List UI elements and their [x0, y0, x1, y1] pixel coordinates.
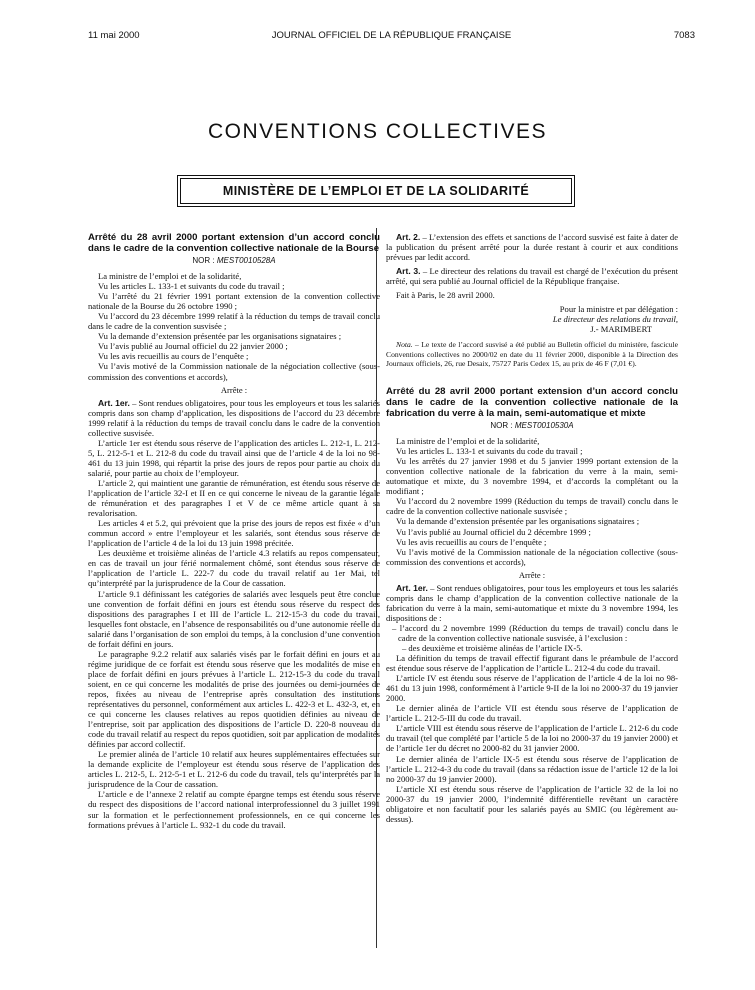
visa-line: Vu les avis recueillis au cours de l’enquête ;	[98, 351, 249, 362]
visa-line: Vu la demande d’extension présentée par les organisations signataires ;	[396, 516, 640, 527]
visa-line: Vu les articles L. 133-1 et suivants du code du travail ;	[396, 446, 583, 457]
visa-line: Vu l’avis publié au Journal officiel du 22 janvier 2000 ;	[98, 341, 288, 352]
header-date: 11 mai 2000	[88, 30, 140, 41]
nor-label: NOR :	[192, 256, 215, 265]
page-header	[88, 30, 695, 44]
article-paragraph: L’article IV est étendu sous réserve de l’application de l’article 4 de la loi no 98-461 du 13 juin 1998, conformément à l’article 9-II de la loi no 2000-37 du 19 janvier 2000.	[386, 673, 678, 704]
article-paragraph: L’article 2, qui maintient une garantie de rémunération, est étendu sous réserve de l’application de l’article 32-I et II en ce qui concerne le niveau de la garantie légale de rémunération et des paragraphes I et V de ce même article quant à sa revalorisation.	[88, 477, 380, 519]
signature-name: J.- MARIMBERT	[590, 324, 652, 335]
article-paragraph: Art. 3. – Le directeur des relations du travail est chargé de l’exécution du présent arrêté, qui sera publié au Journal officiel de la République française.	[386, 266, 678, 287]
nor-code: MEST0010530A	[514, 421, 574, 431]
article-paragraph: L’article 9.1 définissant les catégories de salariés avec lesquels peut être conclue une convention de forfait défini en jours est étendu sous réserve du respect des dispositions des paragraphes I et III de l’article L. 212-15-3 du code du travail, lesquelles font obstacle, en l’absence de responsabilités ou d’une autonomie réelle du salarié dans l’organisation de son emploi du temps, à la conclusion d’une convention de forfait défini en jours.	[88, 588, 380, 649]
article-paragraph: Art. 1er. – Sont rendues obligatoires, pour tous les employeurs et tous les salariés compris dans le champ d’application de la convention collective nationale de la fabrication du verre à la main, semi-automatique et mixte du 3 novembre 1994, les dispositions de :	[386, 582, 678, 623]
list-item: – l’accord du 2 novembre 1999 (Réduction du temps de travail) conclu dans le cadre de la convention collective nationale susvisée, à l’exclusion :	[392, 622, 678, 643]
article-paragraph: Art. 2. – L’extension des effets et sanctions de l’accord susvisé est faite à dater de la publication du présent arrêté pour la durée restant à courir et aux conditions prévues par ledit accord.	[386, 232, 678, 263]
visa-line: Vu l’avis publié au Journal officiel du 2 décembre 1999 ;	[396, 526, 591, 537]
nota-label: Nota.	[396, 340, 413, 350]
article-paragraph: L’article XI est étendu sous réserve de l’application de l’article 32 de la loi no 2000-37 du 19 janvier 2000, l’indemnité différentielle revêtant un caractère obligatoire et non facultatif pour les salariés payés au SMIC (ou légèrement au-dessus).	[386, 783, 678, 824]
right-column	[386, 232, 678, 824]
article-paragraph: Art. 1er. – Sont rendues obligatoires, pour tous les employeurs et tous les salariés compris dans son champ d’application, les dispositions de l’accord du 23 décembre 1999 relatif à la réduction du temps de travail conclu dans le cadre de la convention collective susvisée.	[88, 397, 380, 438]
visa-line: Vu l’arrêté du 21 février 1991 portant extension de la convention collective nationale de la Bourse du 26 octobre 1990 ;	[88, 291, 380, 312]
article-paragraph: L’article e de l’annexe 2 relatif au compte épargne temps est étendu sous réserve du respect des dispositions de l’accord national interprofessionnel du 3 juillet 1991 sur la formation et le perfectionnement professionnels, en ce qui concerne les formations prévues à l’article L. 932-1 du code du travail.	[88, 789, 380, 830]
signature-role: Le directeur des relations du travail,	[552, 314, 678, 325]
visa-line: Vu l’avis motivé de la Commission nationale de la négociation collective (sous-commission des conventions et accords),	[88, 361, 380, 382]
decree-title: Arrêté du 28 avril 2000 portant extension d’un accord conclu dans le cadre de la convention collective nationale de la fabrication du verre à la main, semi-automatique et mixte	[386, 386, 678, 420]
article-paragraph: Les deuxième et troisième alinéas de l’article 4.3 relatifs au repos compensateur, en cas de travail un jour férié normalement chômé, sont étendus sous réserve de l’application de l’article L. 222-7 du code du travail relatif au 1er Mai, tel qu’interprété par la jurisprudence de la Cour de cassation.	[88, 548, 380, 589]
article-paragraph: La définition du temps de travail effectif figurant dans le préambule de l’accord est étendue sous réserve de l’application de l’article L. 212-4 du code du travail.	[386, 653, 678, 674]
article-label: Art. 3.	[396, 266, 421, 277]
signature-date: Fait à Paris, le 28 avril 2000.	[396, 290, 495, 301]
article-paragraph: Le dernier alinéa de l’article VII est étendu sous réserve de l’application de l’article L. 212-5-III du code du travail.	[386, 703, 678, 724]
visa-line: La ministre de l’emploi et de la solidarité,	[98, 271, 242, 282]
list-item: – des deuxième et troisième alinéas de l’article IX-5.	[402, 643, 583, 654]
arrete-heading: Arrête :	[518, 569, 546, 580]
article-label: Art. 2.	[396, 232, 421, 242]
nor-reference	[386, 421, 678, 431]
visa-line: Vu la demande d’extension présentée par les organisations signataires ;	[98, 331, 342, 342]
nor-reference	[88, 256, 380, 266]
signature-delegation: Pour la ministre et par délégation :	[559, 304, 678, 315]
arrete-heading: Arrête :	[220, 384, 248, 395]
article-paragraph: L’article VIII est étendu sous réserve de l’application de l’article L. 212-6 du code du travail (tel que complété par l’article 5 de la loi no 2000-37 du 19 janvier 2000) et de l’article 1er du décret no 2000-82 du 31 janvier 2000.	[386, 723, 678, 754]
article-label: Art. 1er.	[98, 397, 130, 408]
visa-line: Vu les articles L. 133-1 et suivants du code du travail ;	[98, 281, 285, 292]
nota-note: Nota. – Le texte de l’accord susvisé a été publié au Bulletin officiel du ministère, fascicule Conventions collectives no 2000/02 en date du 11 février 2000, disponible à la Direction des Journaux officiels, 26, rue Desaix, 75727 Paris Cedex 15, au prix de 46 F (7,01 €).	[386, 340, 678, 368]
article-paragraph: Le dernier alinéa de l’article IX-5 est étendu sous réserve de l’application de l’article L. 212-4-3 du code du travail (dans sa rédaction issue de l’article 12 de la loi no 2000-37 du 19 janvier 2000).	[386, 753, 678, 784]
visa-line: Vu l’accord du 2 novembre 1999 (Réduction du temps de travail) conclu dans le cadre de la convention collective nationale susvisée ;	[386, 496, 678, 517]
visa-line: La ministre de l’emploi et de la solidarité,	[396, 436, 540, 447]
left-column	[88, 232, 380, 830]
visa-line: Vu les arrêtés du 27 janvier 1998 et du 5 janvier 1999 portant extension de la convention collective nationale de la fabrication du verre à la main, semi-automatique et mixte, du 3 novembre 1994, et d’accords la complétant ou la modifiant ;	[386, 456, 678, 497]
section-title: CONVENTIONS COLLECTIVES	[207, 120, 548, 143]
nor-label: NOR :	[490, 421, 513, 431]
article-paragraph: Le paragraphe 9.2.2 relatif aux salariés visés par le forfait défini en jours et au régime juridique de ce forfait est étendu sous réserve que les modalités de mise en place de forfait défini en jours prévues à l’article L. 212-15-3 du code du travail soient, en ce qui concerne les modalités de prise des journées ou demi-journées de repos, fixées au niveau de l’entreprise après consultation des institutions représentatives du personnel, conformément aux articles L. 422-3 et L. 432-3, et, en ce qui concerne les clauses relatives au repos quotidien définies au niveau de l’entreprise, soit par application des dispositions de l’article D. 220-8 nouveau du code du travail relatif au respect du repos quotidien, soit par application de modalités définies par accord collectif.	[88, 648, 380, 750]
article-paragraph: L’article 1er est étendu sous réserve de l’application des articles L. 212-1, L. 212-5, L. 212-5-1 et L. 212-8 du code du travail ainsi que de l’article 4 de la loi no 98-461 du 13 juin 1998, qui répartit la prise des jours de repos pour partie au choix du salarié, pour partie au choix de l’employeur.	[88, 437, 380, 478]
visa-line: Vu l’accord du 23 décembre 1999 relatif à la réduction du temps de travail conclu dans le cadre de la convention susvisée ;	[88, 311, 380, 332]
header-page-number: 7083	[673, 30, 695, 41]
article-paragraph: Les articles 4 et 5.2, qui prévoient que la prise des jours de repos est fixée « d’un commun accord » entre l’employeur et les salariés, sont étendus sous réserve de l’application de l’article 4 de la loi du 13 juin 1998 précitée.	[88, 518, 380, 549]
article-label: Art. 1er.	[396, 582, 428, 593]
article-paragraph: Le premier alinéa de l’article 10 relatif aux heures supplémentaires effectuées sur la demande explicite de l’employeur est étendu sous réserve de l’application des articles L. 212-5, L. 212-5-1 et L. 212-6 du code du travail, tels qu’interprétés par la jurisprudence de la Cour de cassation.	[88, 749, 380, 790]
nor-code: MEST0010528A	[216, 256, 276, 265]
header-journal: JOURNAL OFFICIEL DE LA RÉPUBLIQUE FRANÇAISE	[271, 30, 512, 41]
visa-line: Vu l’avis motivé de la Commission nationale de la négociation collective (sous-commission des conventions et accords),	[386, 546, 678, 567]
ministry-heading: MINISTÈRE DE L’EMPLOI ET DE LA SOLIDARITÉ	[180, 178, 572, 204]
visa-line: Vu les avis recueillis au cours de l’enquête ;	[396, 536, 547, 547]
decree-title: Arrêté du 28 avril 2000 portant extension d’un accord conclu dans le cadre de la convention collective nationale de la Bourse	[88, 232, 380, 254]
